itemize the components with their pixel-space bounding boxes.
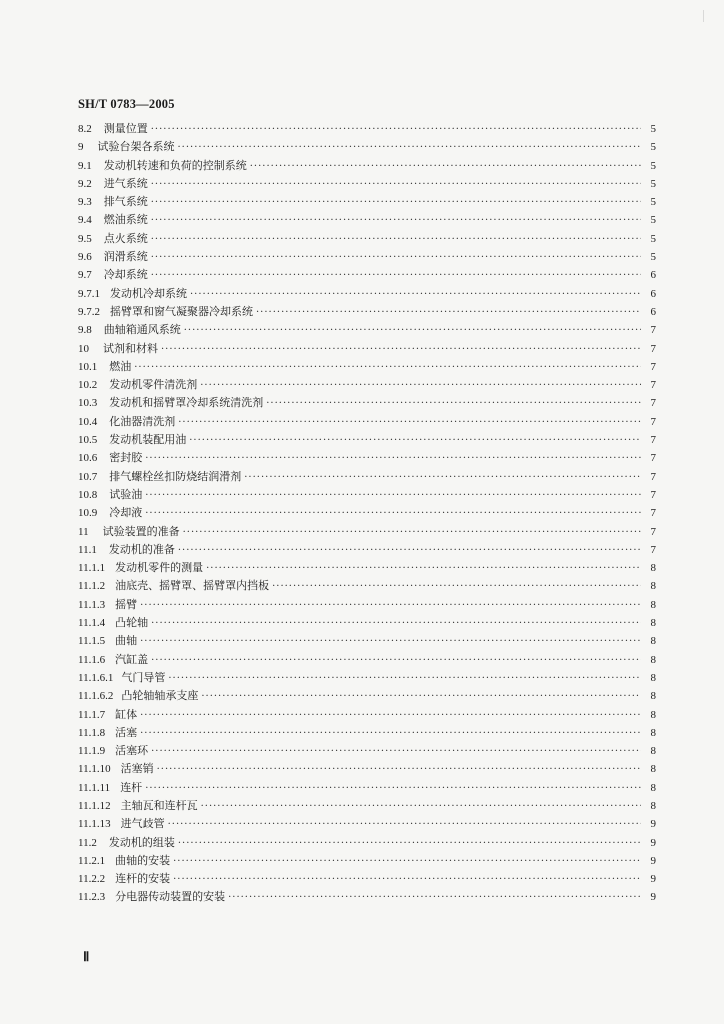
toc-entry-page: 7	[650, 452, 656, 465]
toc-entry-number: 9.6	[78, 251, 92, 264]
toc-entry-page: 8	[650, 580, 656, 593]
toc-entry-number: 11.1.7	[78, 708, 106, 721]
toc-entry-title: 发动机的准备	[108, 542, 175, 556]
toc-entry-page: 7	[650, 543, 656, 556]
toc-entry	[78, 760, 656, 778]
toc-entry-page: 7	[650, 324, 656, 337]
toc-entry	[78, 230, 656, 248]
toc-leader-dots	[201, 798, 641, 816]
toc-entry-number: 9.7.2	[78, 305, 100, 318]
toc-entry-number: 11.1.6	[78, 653, 106, 666]
toc-entry-number: 11.1.12	[78, 799, 111, 812]
toc-leader-dots	[145, 505, 641, 523]
toc-leader-dots	[266, 395, 641, 413]
toc-entry	[78, 413, 656, 431]
toc-leader-dots	[190, 286, 641, 304]
toc-entry	[78, 468, 656, 486]
toc-entry-title: 冷却液	[109, 506, 143, 520]
toc-entry	[78, 706, 656, 724]
toc-entry-title: 冷却系统	[103, 268, 148, 282]
toc-leader-dots	[189, 432, 641, 450]
toc-leader-dots	[151, 194, 641, 212]
toc-entry-title: 凸轮轴轴承支座	[121, 689, 199, 703]
toc-leader-dots	[140, 707, 641, 725]
toc-entry-page: 9	[650, 873, 656, 886]
toc-entry-title: 活塞	[115, 725, 138, 739]
toc-entry	[78, 596, 656, 614]
toc-entry-title: 摇臂罩和窗气凝聚器冷却系统	[110, 304, 253, 318]
toc-entry	[78, 211, 656, 229]
toc-entry	[78, 577, 656, 595]
toc-entry	[78, 248, 656, 266]
toc-entry-page: 5	[650, 232, 656, 245]
toc-entry	[78, 120, 656, 138]
toc-leader-dots	[140, 725, 641, 743]
toc-entry-number: 9.5	[78, 232, 92, 245]
toc-entry-number: 11.1.6.1	[78, 671, 114, 684]
toc-entry-number: 10.4	[78, 415, 98, 428]
document-code-header: SH/T 0783—2005	[78, 97, 175, 111]
toc-entry-title: 主轴瓦和连杆瓦	[120, 798, 198, 812]
toc-entry-number: 11.2.1	[78, 854, 106, 867]
toc-leader-dots	[200, 377, 641, 395]
toc-entry-page: 9	[650, 854, 656, 867]
toc-entry-number: 9.7.1	[78, 287, 100, 300]
toc-entry	[78, 193, 656, 211]
toc-entry-page: 7	[650, 470, 656, 483]
toc-entry	[78, 266, 656, 284]
toc-entry-title: 排气螺栓丝扣防烧结润滑剂	[109, 469, 242, 483]
toc-entry-number: 11.1.11	[78, 781, 111, 794]
toc-entry	[78, 797, 656, 815]
toc-entry	[78, 157, 656, 175]
toc-entry-title: 燃油	[109, 359, 132, 373]
toc-entry-title: 气门导管	[121, 670, 166, 684]
toc-entry-page: 9	[650, 836, 656, 849]
toc-entry-number: 10.2	[78, 379, 98, 392]
toc-entry-page: 7	[650, 342, 656, 355]
toc-entry-page: 6	[650, 287, 656, 300]
toc-entry-page: 5	[650, 159, 656, 172]
toc-entry-page: 8	[650, 781, 656, 794]
toc-entry-number: 11.1.10	[78, 763, 111, 776]
toc-entry-number: 9.4	[78, 214, 92, 227]
toc-leader-dots	[145, 487, 641, 505]
toc-entry-page: 7	[650, 488, 656, 501]
toc-entry-title: 连杆	[120, 780, 143, 794]
toc-entry-number: 11.2	[78, 836, 97, 849]
toc-entry-title: 进气歧管	[120, 817, 165, 831]
toc-entry-title: 试验油	[109, 487, 143, 501]
toc-leader-dots	[151, 212, 641, 230]
toc-entry-title: 发动机的组装	[108, 835, 175, 849]
toc-leader-dots	[145, 780, 641, 798]
toc-entry-number: 10.1	[78, 360, 98, 373]
toc-entry	[78, 504, 656, 522]
toc-entry	[78, 724, 656, 742]
toc-entry	[78, 834, 656, 852]
toc-entry	[78, 687, 656, 705]
toc-entry-page: 7	[650, 397, 656, 410]
toc-entry-title: 活塞销	[120, 762, 154, 776]
toc-leader-dots	[173, 853, 641, 871]
toc-entry-number: 9.1	[78, 159, 92, 172]
toc-entry-page: 7	[650, 415, 656, 428]
toc-leader-dots	[145, 450, 641, 468]
toc-entry	[78, 669, 656, 687]
toc-entry	[78, 852, 656, 870]
toc-entry-number: 10.3	[78, 397, 98, 410]
toc-entry-number: 9.2	[78, 177, 92, 190]
toc-entry	[78, 870, 656, 888]
toc-entry-page: 7	[650, 525, 656, 538]
toc-entry-page: 5	[650, 251, 656, 264]
toc-entry-title: 排气系统	[103, 195, 148, 209]
toc-entry-title: 分电器传动装置的安装	[115, 890, 226, 904]
toc-entry-title: 发动机冷却系统	[110, 286, 187, 300]
toc-entry-page: 7	[650, 434, 656, 447]
toc-entry-page: 8	[650, 562, 656, 575]
toc-entry-title: 润滑系统	[103, 250, 148, 264]
toc-entry-title: 缸体	[115, 707, 138, 721]
toc-entry-title: 密封胶	[109, 451, 143, 465]
toc-entry-title: 测量位置	[103, 122, 148, 135]
toc-leader-dots	[206, 560, 641, 578]
toc-leader-dots	[151, 231, 641, 249]
toc-entry-page: 9	[650, 891, 656, 904]
toc-entry	[78, 340, 656, 358]
toc-leader-dots	[183, 524, 641, 542]
toc-entry	[78, 358, 656, 376]
toc-entry-number: 11.1.2	[78, 580, 106, 593]
toc-entry-title: 发动机零件的测量	[115, 561, 204, 575]
toc-leader-dots	[184, 322, 641, 340]
toc-entry-number: 11.1	[78, 543, 97, 556]
toc-entry	[78, 321, 656, 339]
toc-entry-title: 发动机装配用油	[109, 433, 187, 447]
toc-entry-title: 燃油系统	[103, 213, 148, 227]
toc-entry-page: 8	[650, 690, 656, 703]
toc-entry-page: 8	[650, 617, 656, 630]
toc-entry-number: 11.1.8	[78, 726, 106, 739]
toc-entry-page: 8	[650, 745, 656, 758]
toc-entry-page: 6	[650, 305, 656, 318]
toc-entry-page: 7	[650, 507, 656, 520]
toc-entry-page: 5	[650, 196, 656, 209]
toc-leader-dots	[140, 597, 641, 615]
toc-entry	[78, 285, 656, 303]
toc-leader-dots	[151, 652, 641, 670]
toc-entry-number: 10.8	[78, 488, 98, 501]
toc-entry-number: 11	[78, 525, 89, 538]
toc-entry-page: 5	[650, 141, 656, 154]
toc-entry-title: 汽缸盖	[115, 652, 149, 666]
toc-entry-number: 9.8	[78, 324, 92, 337]
toc-leader-dots	[151, 267, 641, 285]
toc-entry-number: 11.2.3	[78, 891, 106, 904]
toc-leader-dots	[201, 688, 641, 706]
toc-entry	[78, 486, 656, 504]
toc-leader-dots	[178, 414, 641, 432]
toc-entry-page: 5	[650, 214, 656, 227]
toc-entry-title: 点火系统	[103, 231, 148, 245]
page-number: Ⅱ	[83, 949, 90, 964]
toc-leader-dots	[272, 578, 641, 596]
toc-entry-title: 发动机零件清洗剂	[109, 378, 198, 392]
toc-entry-number: 10.9	[78, 507, 98, 520]
toc-leader-dots	[157, 761, 641, 779]
toc-entry	[78, 559, 656, 577]
toc-entry-title: 凸轮轴	[115, 616, 149, 630]
toc-entry-page: 8	[650, 799, 656, 812]
toc-entry	[78, 779, 656, 797]
toc-entry-title: 试验台架各系统	[97, 140, 175, 154]
toc-entry-title: 发动机转速和负荷的控制系统	[103, 158, 247, 172]
toc-leader-dots	[151, 615, 641, 633]
toc-entry	[78, 888, 656, 906]
toc-leader-dots	[151, 743, 641, 761]
toc-entry-number: 11.1.5	[78, 635, 106, 648]
toc-entry-number: 10.5	[78, 434, 98, 447]
toc-entry-page: 7	[650, 360, 656, 373]
toc-entry-page: 8	[650, 598, 656, 611]
toc-entry-number: 11.1.4	[78, 617, 106, 630]
toc-leader-dots	[256, 304, 641, 322]
toc-entry-title: 活塞环	[115, 744, 149, 758]
toc-entry	[78, 303, 656, 321]
toc-entry-number: 9.3	[78, 196, 92, 209]
toc-entry	[78, 815, 656, 833]
toc-entry-title: 曲轴	[115, 634, 138, 648]
toc-entry-page: 8	[650, 635, 656, 648]
toc-entry-page: 8	[650, 653, 656, 666]
toc-entry	[78, 614, 656, 632]
toc-entry-number: 10.6	[78, 452, 98, 465]
toc-entry-title: 试验装置的准备	[102, 524, 180, 538]
toc-leader-dots	[168, 670, 641, 688]
toc-entry-number: 11.1.3	[78, 598, 106, 611]
toc-entry	[78, 742, 656, 760]
toc-entry-title: 连杆的安装	[115, 872, 171, 886]
toc-entry-number: 8.2	[78, 123, 92, 135]
toc-leader-dots	[178, 542, 641, 560]
toc-leader-dots	[140, 633, 641, 651]
toc-entry-page: 8	[650, 671, 656, 684]
toc-entry-number: 10.7	[78, 470, 98, 483]
toc-entry-title: 摇臂	[115, 597, 138, 611]
toc-entry-page: 5	[650, 177, 656, 190]
toc-leader-dots	[178, 835, 641, 853]
toc-entry	[78, 541, 656, 559]
toc-leader-dots	[228, 889, 641, 907]
toc-entry-title: 曲轴箱通风系统	[103, 323, 181, 337]
toc-leader-dots	[134, 359, 641, 377]
toc-entry-title: 油底壳、摇臂罩、摇臂罩内挡板	[115, 579, 270, 593]
toc-leader-dots	[178, 139, 642, 157]
toc-entry-page: 8	[650, 708, 656, 721]
toc-leader-dots	[161, 341, 641, 359]
toc-leader-dots	[168, 816, 641, 834]
toc-entry	[78, 523, 656, 541]
toc-leader-dots	[151, 249, 641, 267]
toc-entry	[78, 449, 656, 467]
toc-entry-number: 11.2.2	[78, 873, 106, 886]
toc-entry-number: 9	[78, 141, 84, 154]
toc-leader-dots	[173, 871, 641, 889]
toc-entry-page: 9	[650, 818, 656, 831]
toc-leader-dots	[250, 158, 641, 176]
toc-entry	[78, 175, 656, 193]
toc-entry-title: 发动机和摇臂罩冷却系统清洗剂	[109, 396, 264, 410]
toc-entry-title: 进气系统	[103, 176, 148, 190]
toc-entry-page: 7	[650, 379, 656, 392]
toc-entry	[78, 632, 656, 650]
toc-entry-page: 8	[650, 763, 656, 776]
toc-entry	[78, 376, 656, 394]
toc-entry-page: 5	[650, 123, 656, 135]
toc-entry-number: 11.1.6.2	[78, 690, 114, 703]
toc-entry	[78, 651, 656, 669]
table-of-contents	[78, 120, 656, 907]
toc-leader-dots	[151, 176, 641, 194]
toc-entry-number: 11.1.13	[78, 818, 111, 831]
toc-entry-number: 11.1.9	[78, 745, 106, 758]
toc-entry-number: 10	[78, 342, 89, 355]
toc-entry	[78, 431, 656, 449]
toc-entry-title: 化油器清洗剂	[109, 414, 176, 428]
toc-entry-page: 8	[650, 726, 656, 739]
toc-leader-dots	[244, 469, 641, 487]
toc-entry-number: 11.1.1	[78, 562, 106, 575]
toc-entry-page: 6	[650, 269, 656, 282]
toc-entry-title: 曲轴的安装	[115, 853, 171, 867]
toc-entry-number: 9.7	[78, 269, 92, 282]
toc-leader-dots	[151, 121, 641, 139]
toc-entry-title: 试剂和材料	[103, 341, 158, 355]
scan-corner-mark	[703, 10, 712, 22]
toc-entry	[78, 394, 656, 412]
toc-entry	[78, 138, 656, 156]
